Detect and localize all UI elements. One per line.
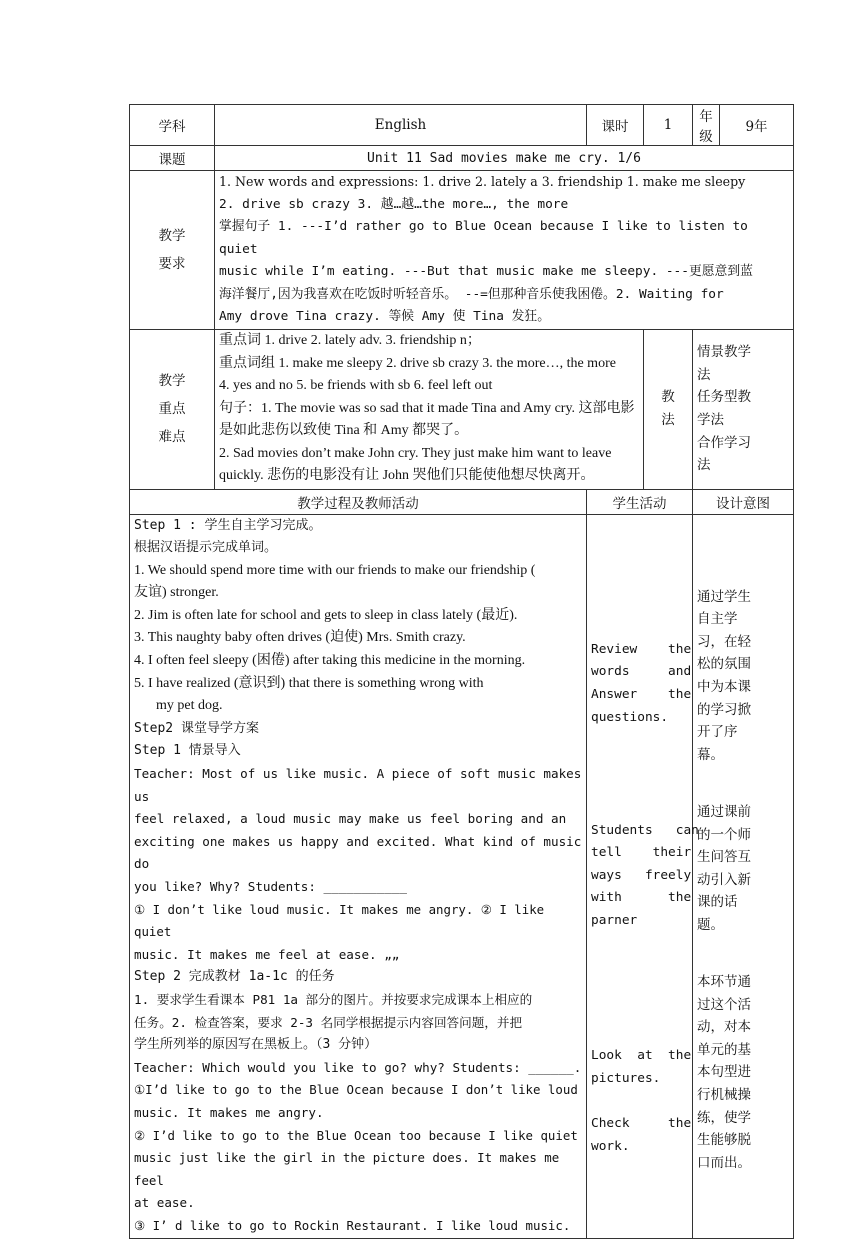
intent-line: 口而出。 [697, 1154, 752, 1171]
subject-label: 学科 [130, 105, 215, 146]
process-line: you like? Why? Students: ___________ [134, 879, 407, 894]
process-line: my pet dog. [156, 698, 223, 714]
process-row [130, 514, 794, 1238]
student-activity-line: Answer the [591, 686, 692, 702]
difficulty-line: 4. yes and no 5. be friends with sb 6. feel left out [219, 378, 493, 394]
process-line: at ease. [134, 1195, 195, 1211]
process-line: ①I’d like to go to the Blue Ocean because I don’t like loud [134, 1082, 578, 1098]
difficulty-line: 句子：1. The movie was so sad that it made Tina and Amy cry. 这部电影 [219, 400, 635, 416]
topic-label: 课题 [130, 146, 215, 171]
student-activity-line: Review the [591, 641, 692, 657]
intent-line: 练，使学 [697, 1109, 752, 1126]
process-line: Step 2 完成教材 1a-1c 的任务 [134, 969, 335, 985]
process-line: 4. I often feel sleepy (困倦) after taking this medicine in the morning. [134, 653, 526, 669]
intent-line: 自主学 [697, 611, 738, 628]
intent-line: 生问答互 [697, 849, 752, 866]
design-intent-content [693, 514, 794, 1238]
process-line: 3. This naughty baby often drives (迫使) Mrs. Smith crazy. [134, 630, 466, 646]
process-column-header: 教学过程及教师活动 [130, 489, 587, 514]
intent-line: 单元的基 [697, 1041, 752, 1058]
difficulty-line: quickly. 悲伤的电影没有让 John 哭他们只能使他想尽快离开。 [219, 468, 595, 484]
student-activity-line: pictures. [591, 1071, 661, 1087]
process-line: music. It makes me angry. [134, 1104, 324, 1120]
requirements-line: Amy drove Tina crazy. 等候 Amy 使 Tina 发狂。 [219, 309, 551, 324]
intent-column-header: 设计意图 [693, 489, 794, 514]
student-activity-line: work. [591, 1138, 630, 1154]
process-line: music just like the girl in the picture does. It makes me feel [134, 1150, 560, 1188]
requirements-content [215, 171, 794, 330]
grade-value: 9年 [720, 105, 794, 146]
process-line: ③ I’ d like to go to Rockin Restaurant. I like loud music. [134, 1217, 571, 1233]
difficulty-label: 教学 重点 难点 [130, 329, 215, 489]
requirements-label: 教学 要求 [130, 171, 215, 330]
subject-value: English [215, 105, 587, 146]
topic-value: Unit 11 Sad movies make me cry. 1/6 [215, 146, 794, 171]
method-item: 合作学习 [697, 434, 752, 451]
intent-line: 幕。 [697, 746, 725, 763]
process-line: exciting one makes us happy and excited. What kind of music do [134, 833, 582, 872]
difficulty-line: 重点词组 1. make me sleepy 2. drive sb crazy 3. the more…, the more [219, 355, 616, 371]
process-line: ② I’d like to go to the Blue Ocean too because I like quiet [134, 1127, 578, 1143]
process-line: Teacher: Most of us like music. A piece of soft music makes us [134, 766, 582, 804]
intent-line: 通过学生 [697, 588, 752, 605]
difficulty-line: 2. Sad movies don’t make John cry. They just make him want to leave [219, 445, 612, 461]
intent-line: 本句型进 [697, 1064, 752, 1081]
process-line: Step 1 情景导入 [134, 743, 241, 759]
requirements-line: 1. New words and expressions: 1. drive 2. lately a 3. friendship 1. make me sleepy [219, 174, 746, 189]
process-line: 根据汉语提示完成单词。 [134, 540, 278, 556]
difficulty-content [215, 329, 644, 489]
header-row [130, 105, 794, 146]
process-line: music. It makes me feel at ease. „„ [134, 946, 400, 962]
process-line: 任务。2. 检查答案，要求 2-3 名同学根据提示内容回答问题，并把 [134, 1014, 523, 1030]
process-line: Step 1 : 学生自主学习完成。 [134, 517, 322, 533]
intent-line: 动引入新 [697, 871, 752, 888]
process-line: 学生所列举的原因写在黑板上。（3 分钟） [134, 1037, 378, 1053]
process-line: 友谊) stronger. [134, 585, 219, 601]
requirements-line: 掌握句子 1. ---I’d rather go to Blue Ocean because I like to listen to quiet [219, 219, 748, 257]
period-label: 课时 [587, 105, 644, 146]
lesson-plan-table [129, 104, 794, 1239]
intent-line: 本环节通 [697, 974, 752, 991]
student-column-header: 学生活动 [587, 489, 693, 514]
student-activity-line: questions. [591, 709, 669, 725]
intent-line: 的一个师 [697, 826, 752, 843]
requirements-line: 2. drive sb crazy 3. 越…越…the more…, the more [219, 196, 569, 212]
intent-line: 动，对本 [697, 1019, 752, 1036]
intent-line: 习，在轻 [697, 633, 752, 650]
difficulty-line: 是如此悲伤以致使 Tina 和 Amy 都哭了。 [219, 423, 469, 439]
method-item: 任务型教 [697, 389, 752, 406]
intent-line: 行机械操 [697, 1087, 752, 1104]
process-line: 5. I have realized (意识到) that there is something wrong with [134, 675, 484, 691]
student-activity-line: Look at the [591, 1048, 692, 1064]
student-activity-line: Students can [591, 822, 699, 838]
intent-line: 的学习掀 [697, 701, 752, 718]
student-activity-line: parner [591, 912, 638, 928]
requirements-line: 海洋餐厅,因为我喜欢在吃饭时听轻音乐。 --=但那种音乐使我困倦。2. Waiting for [219, 286, 724, 302]
method-list [693, 329, 794, 489]
student-activity-line: ways freely [591, 867, 692, 883]
requirements-line: music while I’m eating. ---But that music make me sleepy. ---更愿意到蓝 [219, 264, 753, 279]
process-line: Teacher: Which would you like to go? why? Students: ______. [134, 1059, 582, 1075]
method-label: 教 法 [644, 329, 693, 489]
student-activity-line: words and [591, 664, 692, 680]
intent-line: 题。 [697, 916, 725, 933]
student-activity-line: with the [591, 890, 692, 906]
process-line: Step2 课堂导学方案 [134, 720, 259, 736]
student-activity-line: Check the [591, 1116, 692, 1132]
difficulty-row [130, 329, 794, 489]
column-header-row [130, 489, 794, 514]
topic-row [130, 146, 794, 171]
intent-line: 课的话 [697, 894, 738, 911]
process-line: feel relaxed, a loud music may make us feel boring and an [134, 811, 567, 827]
intent-line: 开了序 [697, 724, 738, 741]
process-content [130, 514, 587, 1238]
period-value: 1 [644, 105, 693, 146]
method-item: 法 [697, 366, 711, 383]
intent-line: 中为本课 [697, 678, 752, 695]
difficulty-line: 重点词 1. drive 2. lately adv. 3. friendship n； [219, 332, 481, 348]
intent-line: 生能够脱 [697, 1132, 752, 1149]
process-line: ① I don’t like loud music. It makes me angry. ② I like quiet [134, 901, 545, 940]
student-activity-line: tell their [591, 845, 692, 861]
method-item: 学法 [697, 412, 725, 428]
intent-line: 通过课前 [697, 803, 752, 820]
process-line: 1. 要求学生看课本 P81 1a 部分的图片。并按要求完成课本上相应的 [134, 991, 533, 1007]
grade-label: 年级 [693, 105, 720, 146]
method-item: 法 [697, 457, 711, 474]
process-line: 1. We should spend more time with our friends to make our friendship ( [134, 562, 536, 578]
method-item: 情景教学 [697, 344, 752, 361]
intent-line: 过这个活 [697, 996, 752, 1013]
process-line: 2. Jim is often late for school and gets to sleep in class lately (最近). [134, 607, 518, 623]
requirements-row [130, 171, 794, 330]
intent-line: 松的氛围 [697, 656, 752, 673]
student-activity-content [587, 514, 699, 1238]
